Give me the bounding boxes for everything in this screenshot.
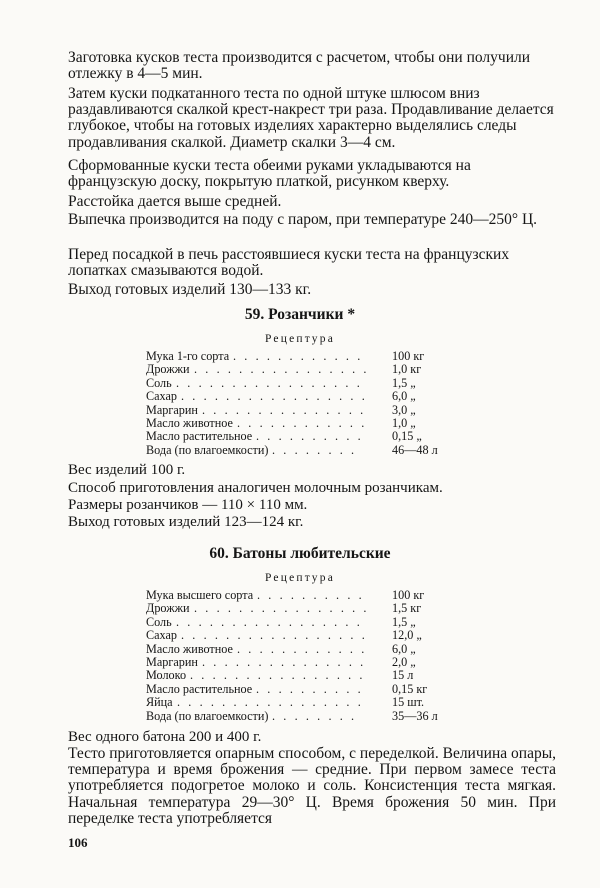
section-59-ingredient-amount: 0,15 „ <box>392 429 422 443</box>
intro-text-7: Выход готовых изделий 130—133 кг. <box>68 281 312 298</box>
section-59-ingredient-name: Масло растительное <box>146 429 253 443</box>
section-59-note-text-3: Размеры розанчиков — 110 × 110 мм. <box>68 497 308 513</box>
section-59-ingredient-leader-dots: . . . . . . . . . . . . . . . <box>202 403 366 417</box>
section-60-ingredient-name: Вода (по влагоемкости) <box>146 709 269 723</box>
section-60-title: 60. Батоны любительские <box>209 545 391 562</box>
page-number: 106 <box>68 835 88 850</box>
section-60-ingredient-name: Масло растительное <box>146 682 253 696</box>
section-60-ingredient-list <box>146 589 466 724</box>
section-59-ingredient-name: Мука 1-го сорта <box>146 349 230 363</box>
section-59-ingredient-amount: 1,5 „ <box>392 376 416 390</box>
section-59-ingredient-leader-dots: . . . . . . . . . . <box>256 429 364 443</box>
intro-paragraph-6 <box>68 247 556 279</box>
section-60-ingredient-amount: 15 л <box>392 668 414 682</box>
section-60-body-paragraph <box>68 746 556 827</box>
intro-text-6: Перед посадкой в печь расстоявшиеся куски теста на французских лопатках смазываются водой. <box>68 246 510 280</box>
section-60-ingredient-leader-dots: . . . . . . . . . . . . . . . . . <box>181 628 368 642</box>
section-60-ingredient-leader-dots: . . . . . . . . . . . . . . . <box>202 655 366 669</box>
intro-text-1: Заготовка кусков теста производится с расчетом, чтобы они получили отлежку в 4—5 мин. <box>68 49 531 83</box>
section-60-ingredient-amount: 6,0 „ <box>392 642 416 656</box>
section-59-ingredient-amount: 3,0 „ <box>392 403 416 417</box>
intro-text-2: Затем куски подкатанного теста по одной штуке шлюсом вниз раздавливаются скалкой крест-накрест три раза. Продавливание делается глубокое, чтобы на готовых изделиях характерно выделялись следы продавливания скалкой. Диаметр скалки 3—4 см. <box>68 85 554 151</box>
section-60-ingredient-leader-dots: . . . . . . . . . . <box>256 682 364 696</box>
section-59-note-4 <box>68 514 556 530</box>
section-60-ingredient-amount: 2,0 „ <box>392 655 416 669</box>
section-59-note-1 <box>68 462 556 478</box>
section-59-note-text-4: Выход готовых изделий 123—124 кг. <box>68 514 304 530</box>
section-59-ingredient-name: Маргарин <box>146 403 198 417</box>
section-60-ingredient-amount: 100 кг <box>392 588 425 602</box>
section-59-ingredient-amount: 6,0 „ <box>392 389 416 403</box>
section-60-ingredient-amount: 12,0 „ <box>392 628 422 642</box>
section-59-ingredient-name: Масло животное <box>146 416 233 430</box>
section-60-ingredient-name: Яйца <box>146 695 173 709</box>
section-59-ingredient-leader-dots: . . . . . . . . . . . . . . . . <box>194 362 370 376</box>
section-60-ingredient-name: Сахар <box>146 628 177 642</box>
intro-paragraph-4 <box>68 194 556 210</box>
section-59-ingredient-name: Сахар <box>146 389 177 403</box>
section-60-ingredient-name: Дрожжи <box>146 601 190 615</box>
section-59-ingredient-amount: 46—48 л <box>392 443 438 457</box>
section-60-ingredient-amount: 1,5 кг <box>392 601 422 615</box>
intro-paragraph-3 <box>68 158 556 190</box>
section-59-note-3 <box>68 497 556 513</box>
section-59-ingredient-leader-dots: . . . . . . . . . . . . <box>237 416 367 430</box>
intro-paragraph-5 <box>68 212 556 228</box>
section-60-weight-text: Вес одного батона 200 и 400 г. <box>68 729 262 745</box>
section-60-ingredient-amount: 35—36 л <box>392 709 438 723</box>
section-60-ingredient-amount: 0,15 кг <box>392 682 428 696</box>
section-59-subtitle: Рецептура <box>264 333 336 345</box>
section-59-ingredient-leader-dots: . . . . . . . . . . . . . . . . . <box>181 389 368 403</box>
section-60-ingredient-name: Соль <box>146 615 172 629</box>
section-59-ingredient-list <box>146 350 466 460</box>
section-60-ingredient-amount: 15 шт. <box>392 695 425 709</box>
section-60-ingredient-name: Мука высшего сорта <box>146 588 254 602</box>
section-60-ingredient-name: Маргарин <box>146 655 198 669</box>
section-60-ingredient-amount: 1,5 „ <box>392 615 416 629</box>
intro-paragraph-7 <box>68 282 556 298</box>
section-60-ingredient-leader-dots: . . . . . . . . . . . . . . . . . <box>177 695 364 709</box>
section-60-ingredient-leader-dots: . . . . . . . . <box>272 709 357 723</box>
section-59-title: 59. Розанчики * <box>244 306 356 323</box>
intro-text-5: Выпечка производится на поду с паром, при температуре 240—250° Ц. <box>68 211 538 228</box>
section-60-ingredient-name: Масло животное <box>146 642 233 656</box>
section-60-ingredient-name: Молоко <box>146 668 187 682</box>
section-60-ingredient-leader-dots: . . . . . . . . . . . . . . . . <box>194 601 370 615</box>
section-59-ingredient-leader-dots: . . . . . . . . . . . . . . . . . <box>176 376 363 390</box>
section-59-ingredient-amount: 1,0 кг <box>392 362 422 376</box>
section-60-ingredient-leader-dots: . . . . . . . . . . . . <box>237 642 367 656</box>
section-59-ingredient-name: Соль <box>146 376 172 390</box>
section-60-ingredient-leader-dots: . . . . . . . . . . . . . . . . <box>190 668 366 682</box>
section-59-ingredient-leader-dots: . . . . . . . . . . . . <box>233 349 363 363</box>
section-59-ingredient-amount: 1,0 „ <box>392 416 416 430</box>
intro-text-3: Сформованные куски теста обеими руками укладываются на французскую доску, покрытую платкой, рисунком кверху. <box>68 157 471 191</box>
intro-paragraph-1 <box>68 50 556 82</box>
section-59-ingredient-leader-dots: . . . . . . . . <box>272 443 357 457</box>
section-59-ingredient-name: Дрожжи <box>146 362 190 376</box>
section-60-weight-note <box>68 729 556 745</box>
section-59-ingredient-amount: 100 кг <box>392 349 425 363</box>
section-59-note-text-2: Способ приготовления аналогичен молочным розанчикам. <box>68 480 443 496</box>
section-60-subtitle: Рецептура <box>264 572 336 584</box>
intro-paragraph-2 <box>68 86 556 151</box>
section-59-note-text-1: Вес изделий 100 г. <box>68 462 186 478</box>
section-60-ingredient-leader-dots: . . . . . . . . . . . . . . . . . <box>176 615 363 629</box>
section-59-note-2 <box>68 480 556 496</box>
section-59-ingredient-name: Вода (по влагоемкости) <box>146 443 269 457</box>
section-60-body-text: Тесто приготовляется опарным способом, с переделкой. Величина опары, температура и время брожения — средние. При первом замесе теста употребляется подогретое молоко и соль. Консистенция теста мягкая. Начальная температура 29—30° Ц. Время брожения 50 мин. При переделке теста употребляется <box>68 745 556 827</box>
intro-text-4: Расстойка дается выше средней. <box>68 193 282 210</box>
section-60-ingredient-leader-dots: . . . . . . . . . . <box>257 588 365 602</box>
